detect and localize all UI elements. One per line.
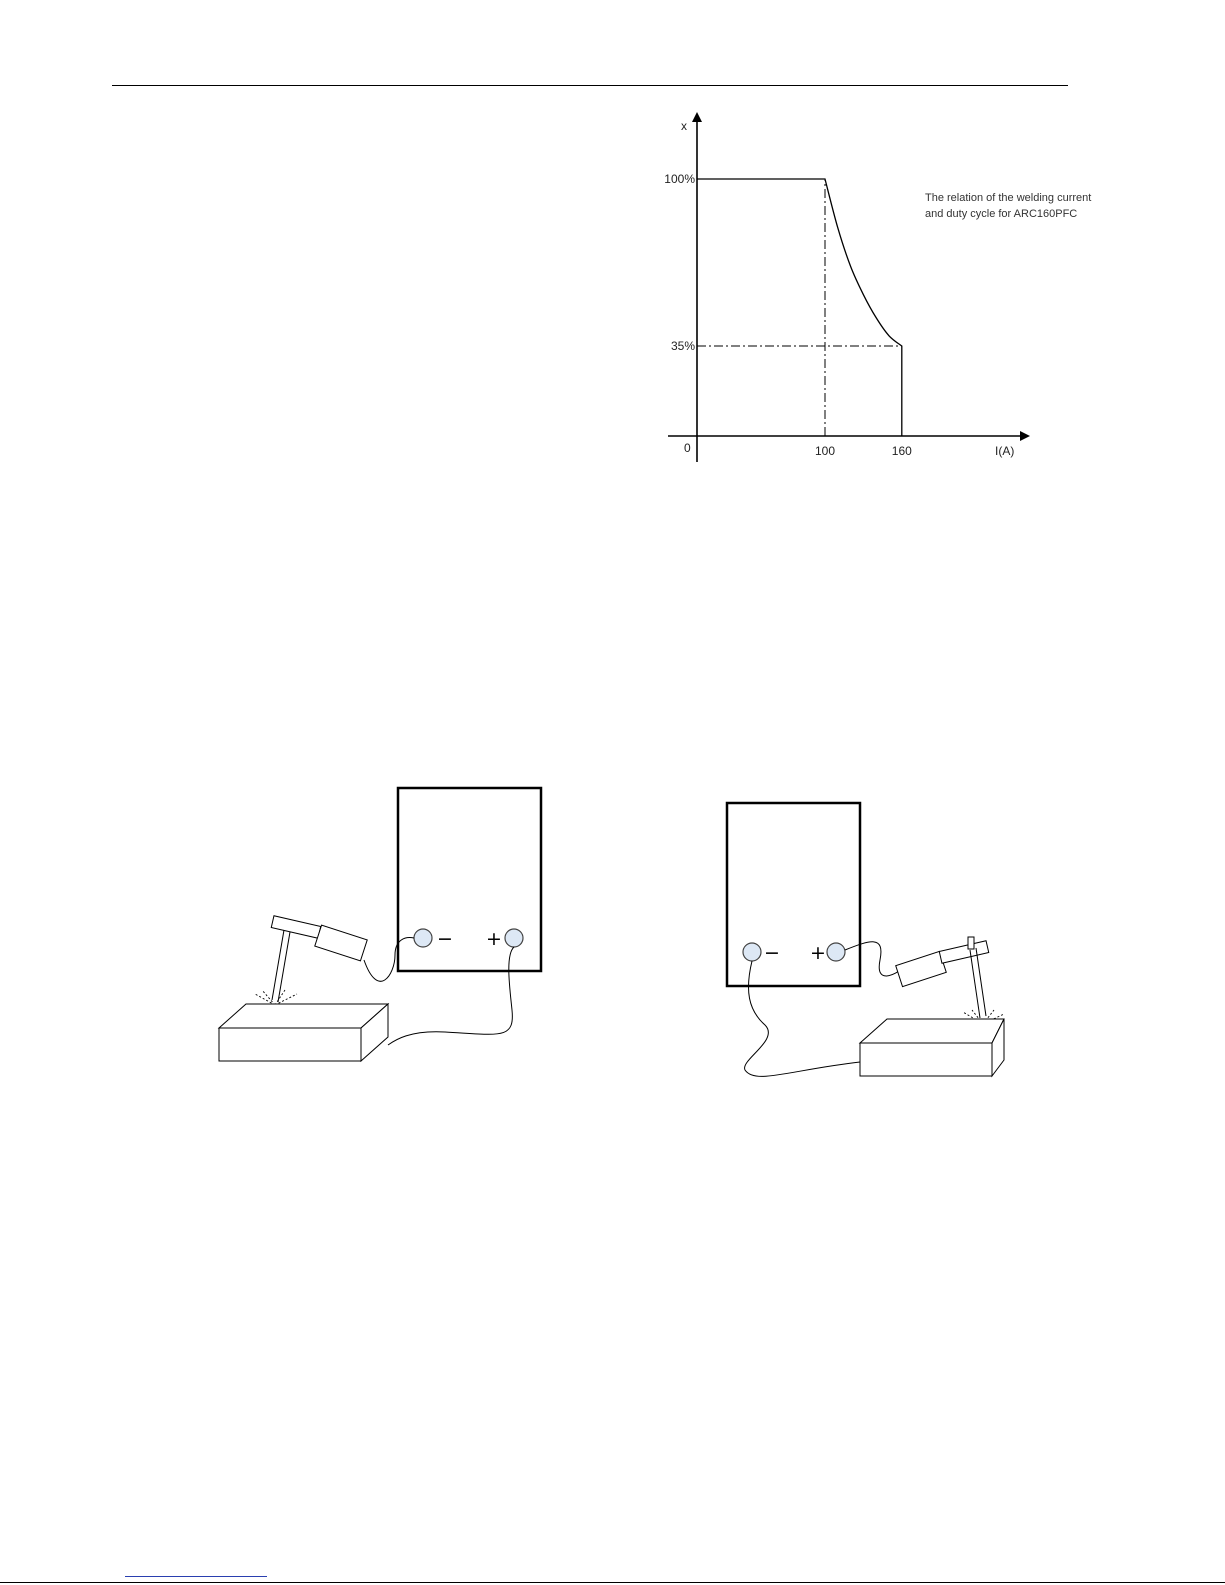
duty-cycle-chart — [664, 114, 1091, 462]
electrode-holder — [896, 937, 989, 1018]
positive-sign: + — [486, 928, 502, 950]
positive-sign: + — [810, 942, 826, 964]
x-tick-label: 100 — [814, 444, 836, 458]
workpiece — [219, 1004, 388, 1061]
y-axis-label: x — [681, 119, 687, 133]
negative-sign: − — [764, 942, 780, 964]
x-tick-label: 160 — [891, 444, 912, 458]
origin-label: 0 — [684, 441, 691, 455]
wiring-diagram-right — [727, 803, 1004, 1076]
duty-cycle-line — [697, 179, 902, 436]
electrode-holder — [271, 916, 367, 1002]
chart-guides — [697, 179, 902, 436]
chart-annotation-line-2: and duty cycle for ARC160PFC — [925, 208, 1078, 220]
footer-link-underline[interactable] — [125, 1576, 267, 1577]
arc-spark — [255, 990, 297, 1005]
negative-sign: − — [437, 928, 453, 950]
x-axis-label: I(A) — [995, 444, 1015, 458]
positive-terminal — [827, 943, 845, 961]
negative-terminal — [743, 943, 761, 961]
chart-annotation-line-1: The relation of the welding current — [925, 192, 1092, 204]
y-tick-label: 100% — [664, 172, 695, 186]
wiring-diagram-left — [219, 788, 541, 1061]
negative-terminal — [414, 929, 432, 947]
footer-rule — [0, 1582, 1225, 1583]
workpiece — [860, 1019, 1004, 1076]
y-tick-label: 35% — [670, 339, 695, 354]
positive-terminal — [505, 929, 523, 947]
